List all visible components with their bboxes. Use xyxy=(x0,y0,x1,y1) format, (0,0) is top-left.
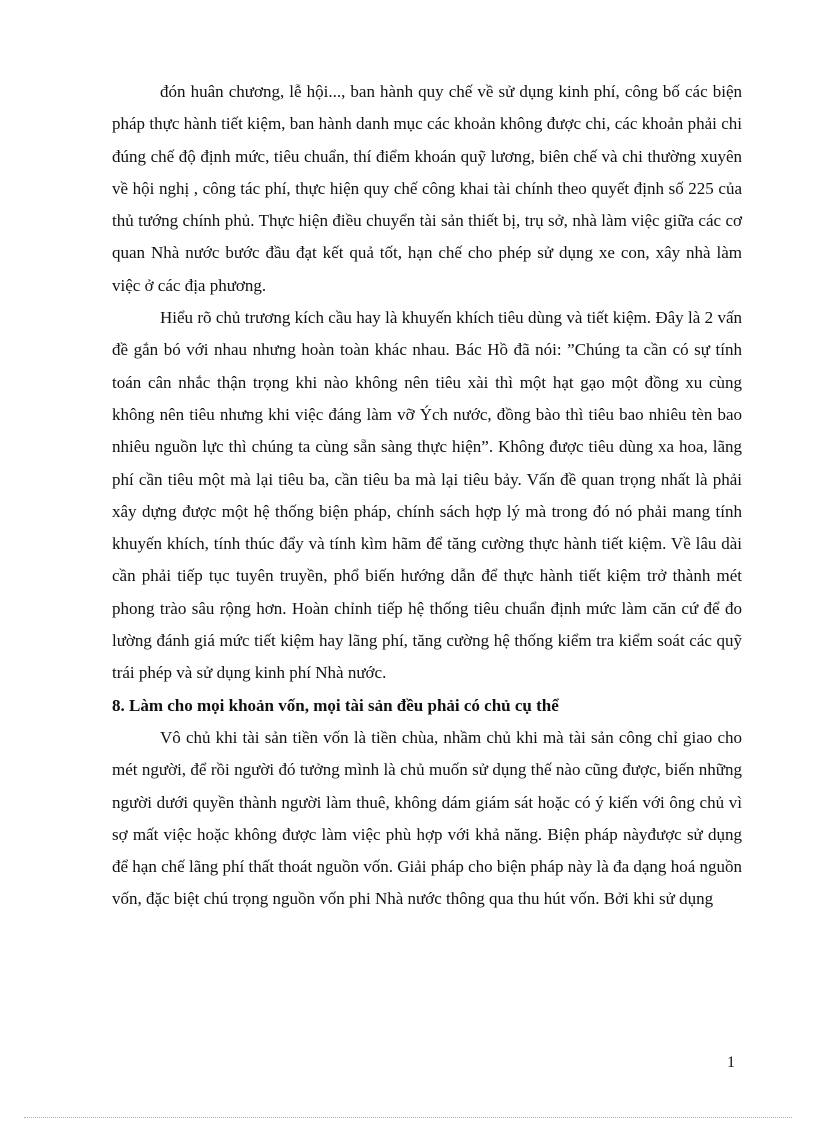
document-body xyxy=(112,76,742,916)
page-bottom-divider xyxy=(24,1117,792,1118)
paragraph-section-8: Vô chủ khi tài sản tiền vốn là tiền chùa, nhầm chủ khi mà tài sản công chỉ giao cho mét người, để rồi người đó tưởng mình là chủ muốn sử dụng thế nào cũng được, biến những người dưới quyền thành người làm thuê, không dám giám sát hoặc có ý kiến với ông chủ vì sợ mất việc hoặc không được làm việc phù hợp với khả năng. Biện pháp nàyđược sử dụng để hạn chế lãng phí thất thoát nguồn vốn. Giải pháp cho biện pháp này là đa dạng hoá nguồn vốn, đặc biệt chú trọng nguồn vốn phi Nhà nước thông qua thu hút vốn. Bởi khi sử dụng xyxy=(112,727,742,909)
paragraph-savings: Hiểu rõ chủ trương kích cầu hay là khuyến khích tiêu dùng và tiết kiệm. Đây là 2 vấn đề gắn bó với nhau nhưng hoàn toàn khác nhau. Bác Hồ đã nói: ”Chúng ta cần có sự tính toán cân nhắc thận trọng khi nào không nên tiêu xài thì một hạt gạo một đồng xu cùng không nên tiêu nhưng khi việc đáng làm vỡ Ých nước, đồng bào thì tiêu bao nhiêu tèn bao nhiêu nguồn lực thì chúng ta cùng sẵn sàng thực hiện”. Không được tiêu dùng xa hoa, lãng phí cần tiêu một mà lại tiêu ba, cần tiêu ba mà lại tiêu bảy. Vấn đề quan trọng nhất là phải xây dựng được một hệ thống biện pháp, chính sách hợp lý mà trong đó nó phải mang tính khuyến khích, tính thúc đẩy và tính kìm hãm để tăng cường thực hành tiết kiệm. Về lâu dài cần phải tiếp tục tuyên truyền, phổ biến hướng dẫn để thực hành tiết kiệm trở thành mét phong trào sâu rộng hơn. Hoàn chỉnh tiếp hệ thống tiêu chuẩn định mức làm căn cứ để đo lường đánh giá mức tiết kiệm hay lãng phí, tăng cường hệ thống kiểm tra kiểm soát các quỹ trái phép và sử dụng kinh phí Nhà nước. xyxy=(112,308,742,683)
section-heading: 8. Làm cho mọi khoản vốn, mọi tài sản đều phải có chủ cụ thể xyxy=(112,695,559,715)
paragraph-continued: đón huân chương, lễ hội..., ban hành quy chế về sử dụng kinh phí, công bố các biện pháp thực hành tiết kiệm, ban hành danh mục các khoản không được chi, các khoản phải chi đúng chế độ định mức, tiêu chuẩn, thí điểm khoán quỹ lương, biên chế và chi thường xuyên về hội nghị , công tác phí, thực hiện quy chế công khai tài chính theo quyết định số 225 của thủ tướng chính phủ. Thực hiện điều chuyển tài sản thiết bị, trụ sở, nhà làm việc giữa các cơ quan Nhà nước bước đầu đạt kết quả tốt, hạn chế cho phép sử dụng xe con, xây nhà làm việc ở các địa phương. xyxy=(112,82,742,295)
page-number: 1 xyxy=(727,1054,735,1071)
